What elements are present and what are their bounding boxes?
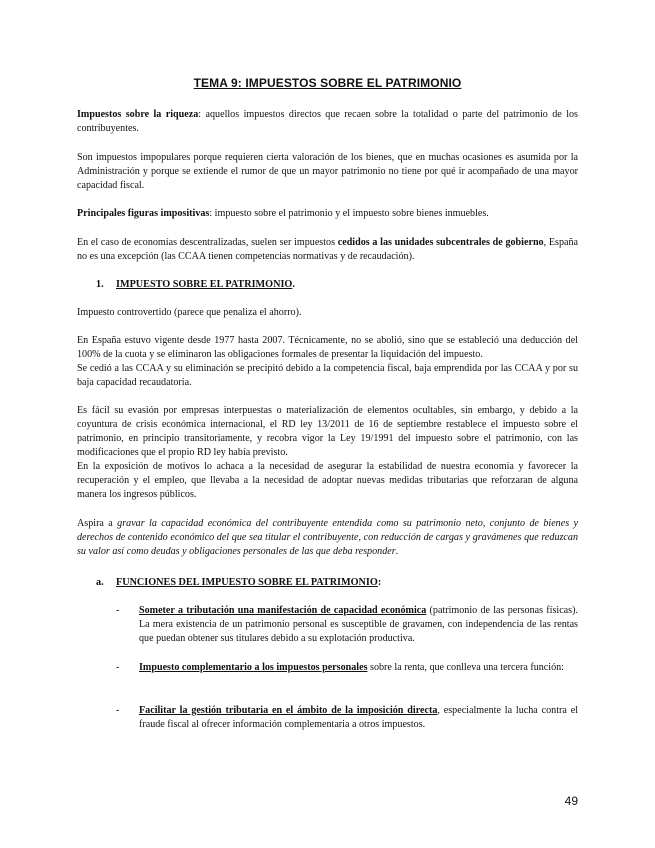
- bullet-dash: -: [116, 662, 120, 673]
- paragraph-aspira: [77, 517, 578, 559]
- paragraph-main-figures: [77, 207, 578, 221]
- bullet-bold: Impuesto complementario a los impuestos personales: [139, 662, 368, 673]
- bullet-item: [116, 704, 578, 732]
- bullet-text: [139, 604, 578, 646]
- section-heading-1: [96, 278, 295, 292]
- paragraph-history: En España estuvo vigente desde 1977 hasta 2007. Técnicamente, no se abolió, sino que se estableció una deducción del 100% de la cuota y se eliminaron las obligaciones formales de presentar la liquidación del impuesto.: [77, 335, 578, 360]
- text-span: En el caso de economías descentralizadas, suelen ser impuestos: [77, 237, 338, 248]
- paragraph-controversial: Impuesto controvertido (parece que penaliza el ahorro).: [77, 307, 302, 318]
- term-bold: Principales figuras impositivas: [77, 208, 210, 219]
- paragraph-unpopular: Son impuestos impopulares porque requieren cierta valoración de los bienes, que en muchas ocasiones es asumida por la Administración y porque se extiende el rumor de que un mayor patrimonio no tiene por qué ir acompañado de una mayor capacidad fiscal.: [77, 152, 578, 191]
- bullet-body: , especialmente la lucha contra el fraude fiscal al ofrecer información complementaria a otros impuestos.: [139, 705, 578, 730]
- italic-span: gravar la capacidad económica del contribuyente entendida como su patrimonio neto, conjunto de bienes y derechos de contenido económico del que sea titular el contribuyente, con reducción de cargas y gravámenes que reduzcan su valor así como deudas y obligaciones personales de las que deba responder: [77, 518, 579, 557]
- term-text: : impuesto sobre el patrimonio y el impuesto sobre bienes inmuebles.: [209, 208, 489, 219]
- section-number: 1.: [96, 279, 104, 290]
- text-span: .: [395, 546, 399, 557]
- bullet-dash: -: [116, 605, 120, 616]
- bullet-dash: -: [116, 705, 120, 716]
- bullet-text: [139, 661, 578, 675]
- term-bold: Impuestos sobre la riqueza: [77, 109, 199, 120]
- section-number: a.: [96, 577, 104, 588]
- paragraph-evasion: Es fácil su evasión por empresas interpuestas o materialización de elementos ocultables, sin embargo, y debido a la coyuntura de crisis económica internacional, el RD ley 13/2011 de 16 de septiembre restablece el impuesto sobre el patrimonio, en principio transitoriamente, y recobra vigor la Ley 19/1991 del impuesto sobre el patrimonio, con las modificaciones que el propio RD ley había previsto.: [77, 405, 578, 458]
- text-span: , España no es una excepción (las CCAA tienen competencias normativas y de recaudación).: [77, 237, 578, 262]
- section-heading-a: [96, 576, 381, 590]
- bullet-bold: Someter a tributación una manifestación de capacidad económica: [139, 605, 427, 616]
- section-end: .: [292, 279, 295, 290]
- bullet-bold: Facilitar la gestión tributaria en el ámbito de la imposición directa: [139, 705, 438, 716]
- bullet-body: sobre la renta, que conlleva una tercera función:: [367, 662, 564, 673]
- page-number: 49: [564, 794, 578, 808]
- section-label: FUNCIONES DEL IMPUESTO SOBRE EL PATRIMONIO: [116, 577, 378, 588]
- section-end: :: [377, 577, 382, 588]
- text-span: Aspira a: [77, 518, 118, 529]
- bullet-item: [116, 604, 578, 646]
- bold-span: cedidos a las unidades subcentrales de gobierno: [337, 237, 544, 248]
- bullet-text: [139, 704, 578, 732]
- bullet-item: [116, 661, 578, 675]
- paragraph-motives: En la exposición de motivos lo achaca a la necesidad de asegurar la estabilidad de nuestra economía y favorecer la recuperación y el empleo, que llevaba a la necesidad de adoptar nuevas medidas tributarias que reforzaran de alguna manera los ingresos públicos.: [77, 461, 578, 500]
- paragraph-ccaa: Se cedió a las CCAA y su eliminación se precipitó debido a la competencia fiscal, baja emprendida por las CCAA y por su baja capacidad recaudatoria.: [77, 363, 578, 388]
- bullet-body: (patrimonio de las personas físicas). La mera existencia de un patrimonio personal es susceptible de gravamen, con independencia de las rentas que puedan obtener sus titulares debido a su explotación productiva.: [139, 605, 578, 644]
- page-title: TEMA 9: IMPUESTOS SOBRE EL PATRIMONIO: [193, 76, 462, 90]
- paragraph-decentralized: [77, 236, 578, 264]
- paragraph-definition: [77, 108, 578, 136]
- term-text: : aquellos impuestos directos que recaen sobre la totalidad o parte del patrimonio de los contribuyentes.: [77, 109, 578, 134]
- section-label: IMPUESTO SOBRE EL PATRIMONIO: [116, 279, 293, 290]
